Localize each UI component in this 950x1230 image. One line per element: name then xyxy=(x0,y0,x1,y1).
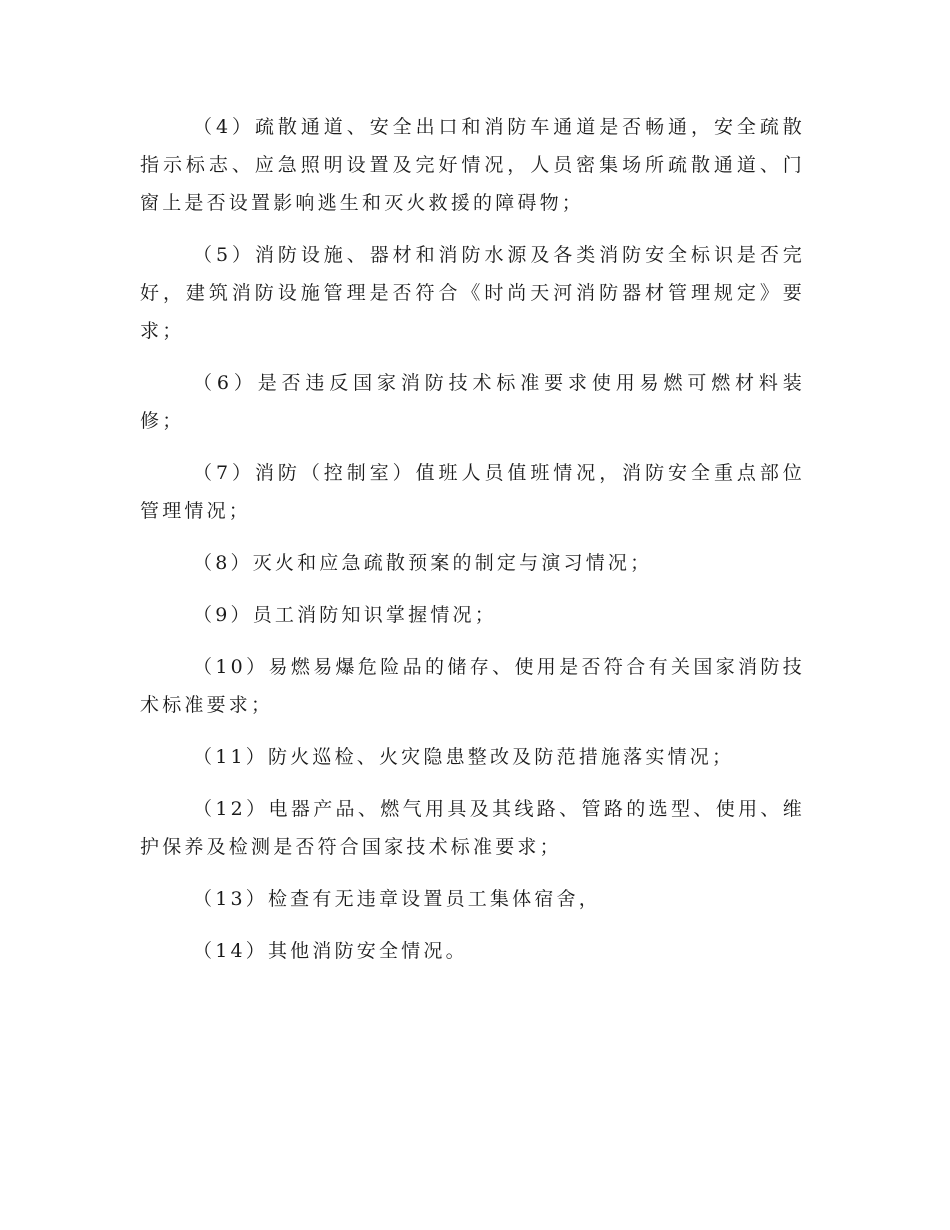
list-item-10: （10）易燃易爆危险品的储存、使用是否符合有关国家消防技术标准要求； xyxy=(140,656,805,716)
list-item-14: （14）其他消防安全情况。 xyxy=(193,940,468,962)
list-item-6: （6）是否违反国家消防技术标准要求使用易燃可燃材料装修； xyxy=(140,372,805,432)
list-item-13: （13）检查有无违章设置员工集体宿舍， xyxy=(193,888,601,910)
list-item-8: （8）灭火和应急疏散预案的制定与演习情况； xyxy=(193,552,653,574)
list-item-4: （4）疏散通道、安全出口和消防车通道是否畅通，安全疏散指示标志、应急照明设置及完好情况，人员密集场所疏散通道、门窗上是否设置影响逃生和灭火救援的障碍物； xyxy=(140,116,805,214)
list-item-7: （7）消防（控制室）值班人员值班情况，消防安全重点部位管理情况； xyxy=(140,462,805,522)
list-item-11: （11）防火巡检、火灾隐患整改及防范措施落实情况； xyxy=(193,746,735,768)
list-item-5: （5）消防设施、器材和消防水源及各类消防安全标识是否完好，建筑消防设施管理是否符合《时尚天河消防器材管理规定》要求； xyxy=(140,244,805,342)
list-item-12: （12）电器产品、燃气用具及其线路、管路的选型、使用、维护保养及检测是否符合国家技术标准要求； xyxy=(140,798,805,858)
list-item-9: （9）员工消防知识掌握情况； xyxy=(193,604,497,626)
document-body xyxy=(140,108,805,984)
